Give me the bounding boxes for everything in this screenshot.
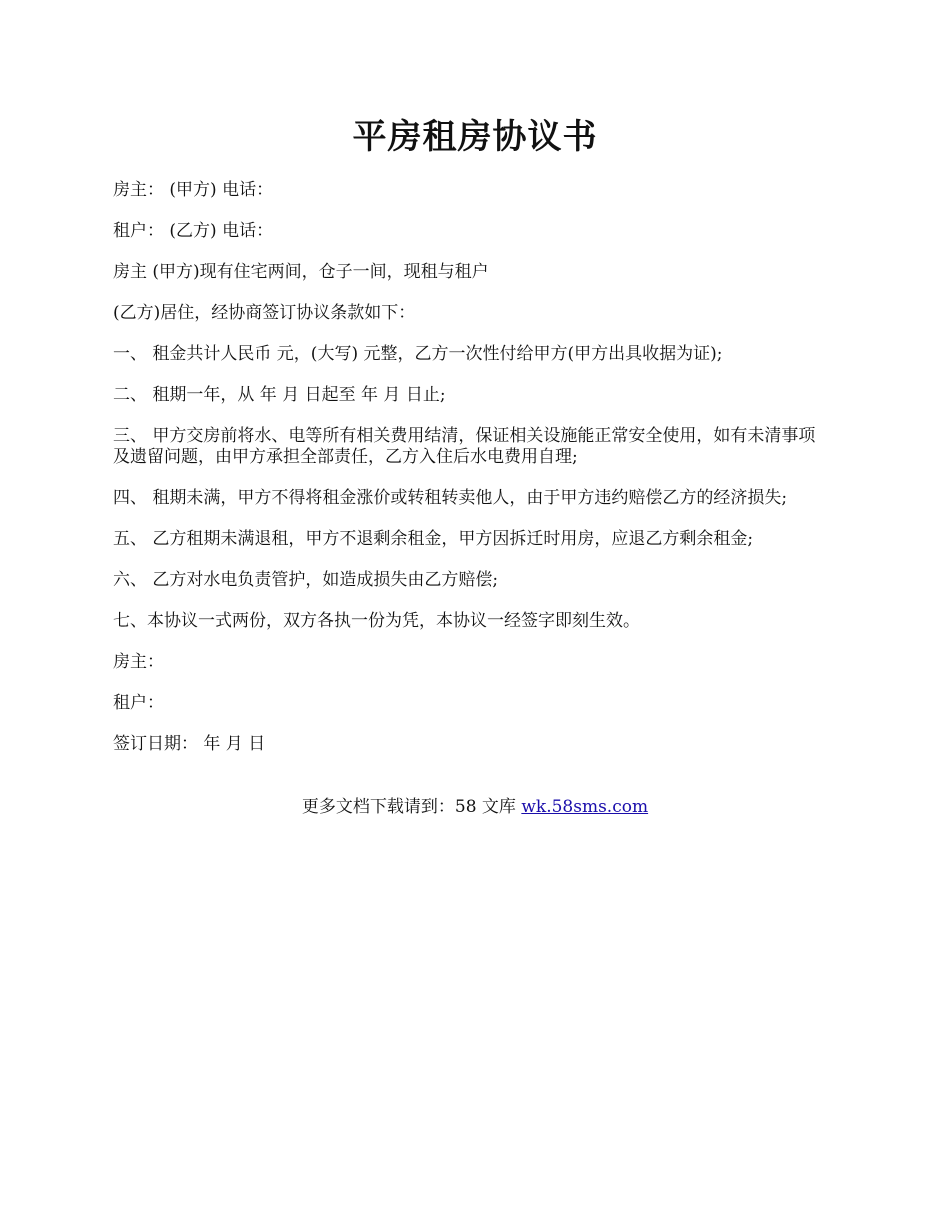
clause-7: 七、本协议一式两份，双方各执一份为凭，本协议一经签字即刻生效。 <box>113 611 640 631</box>
footer-link[interactable]: wk.58sms.com <box>521 797 649 817</box>
document-body <box>113 180 831 775</box>
clause-4: 四、 租期未满，甲方不得将租金涨价或转租转卖他人，由于甲方违约赔偿乙方的经济损失; <box>113 488 788 508</box>
footer-text: 更多文档下载请到：58 文库 <box>301 797 522 817</box>
clause-1: 一、 租金共计人民币 元，(大写) 元整，乙方一次性付给甲方(甲方出具收据为证); <box>113 344 723 364</box>
landlord-signature-line: 房主： <box>113 652 164 672</box>
signing-date-line: 签订日期： 年 月 日 <box>113 734 266 754</box>
clause-2: 二、 租期一年，从 年 月 日起至 年 月 日止; <box>113 385 446 405</box>
clause-5: 五、 乙方租期未满退租，甲方不退剩余租金，甲方因拆迁时用房，应退乙方剩余租金; <box>113 529 754 549</box>
clause-3: 三、 甲方交房前将水、电等所有相关费用结清，保证相关设施能正常安全使用，如有未清事项及遗留问题，由甲方承担全部责任，乙方入住后水电费用自理; <box>113 426 816 467</box>
intro-paragraph: 房主 (甲方)现有住宅两间，仓子一间，现租与租户 <box>113 262 489 282</box>
landlord-line: 房主： (甲方) 电话： <box>113 180 274 200</box>
tenant-line: 租户： (乙方) 电话： <box>113 221 274 241</box>
clause-6: 六、 乙方对水电负责管护，如造成损失由乙方赔偿; <box>113 570 499 590</box>
tenant-signature-line: 租户： <box>113 693 164 713</box>
download-footer <box>0 797 950 818</box>
document-title: 平房租房协议书 <box>352 117 598 157</box>
intro-paragraph-continued: (乙方)居住，经协商签订协议条款如下： <box>113 303 416 323</box>
